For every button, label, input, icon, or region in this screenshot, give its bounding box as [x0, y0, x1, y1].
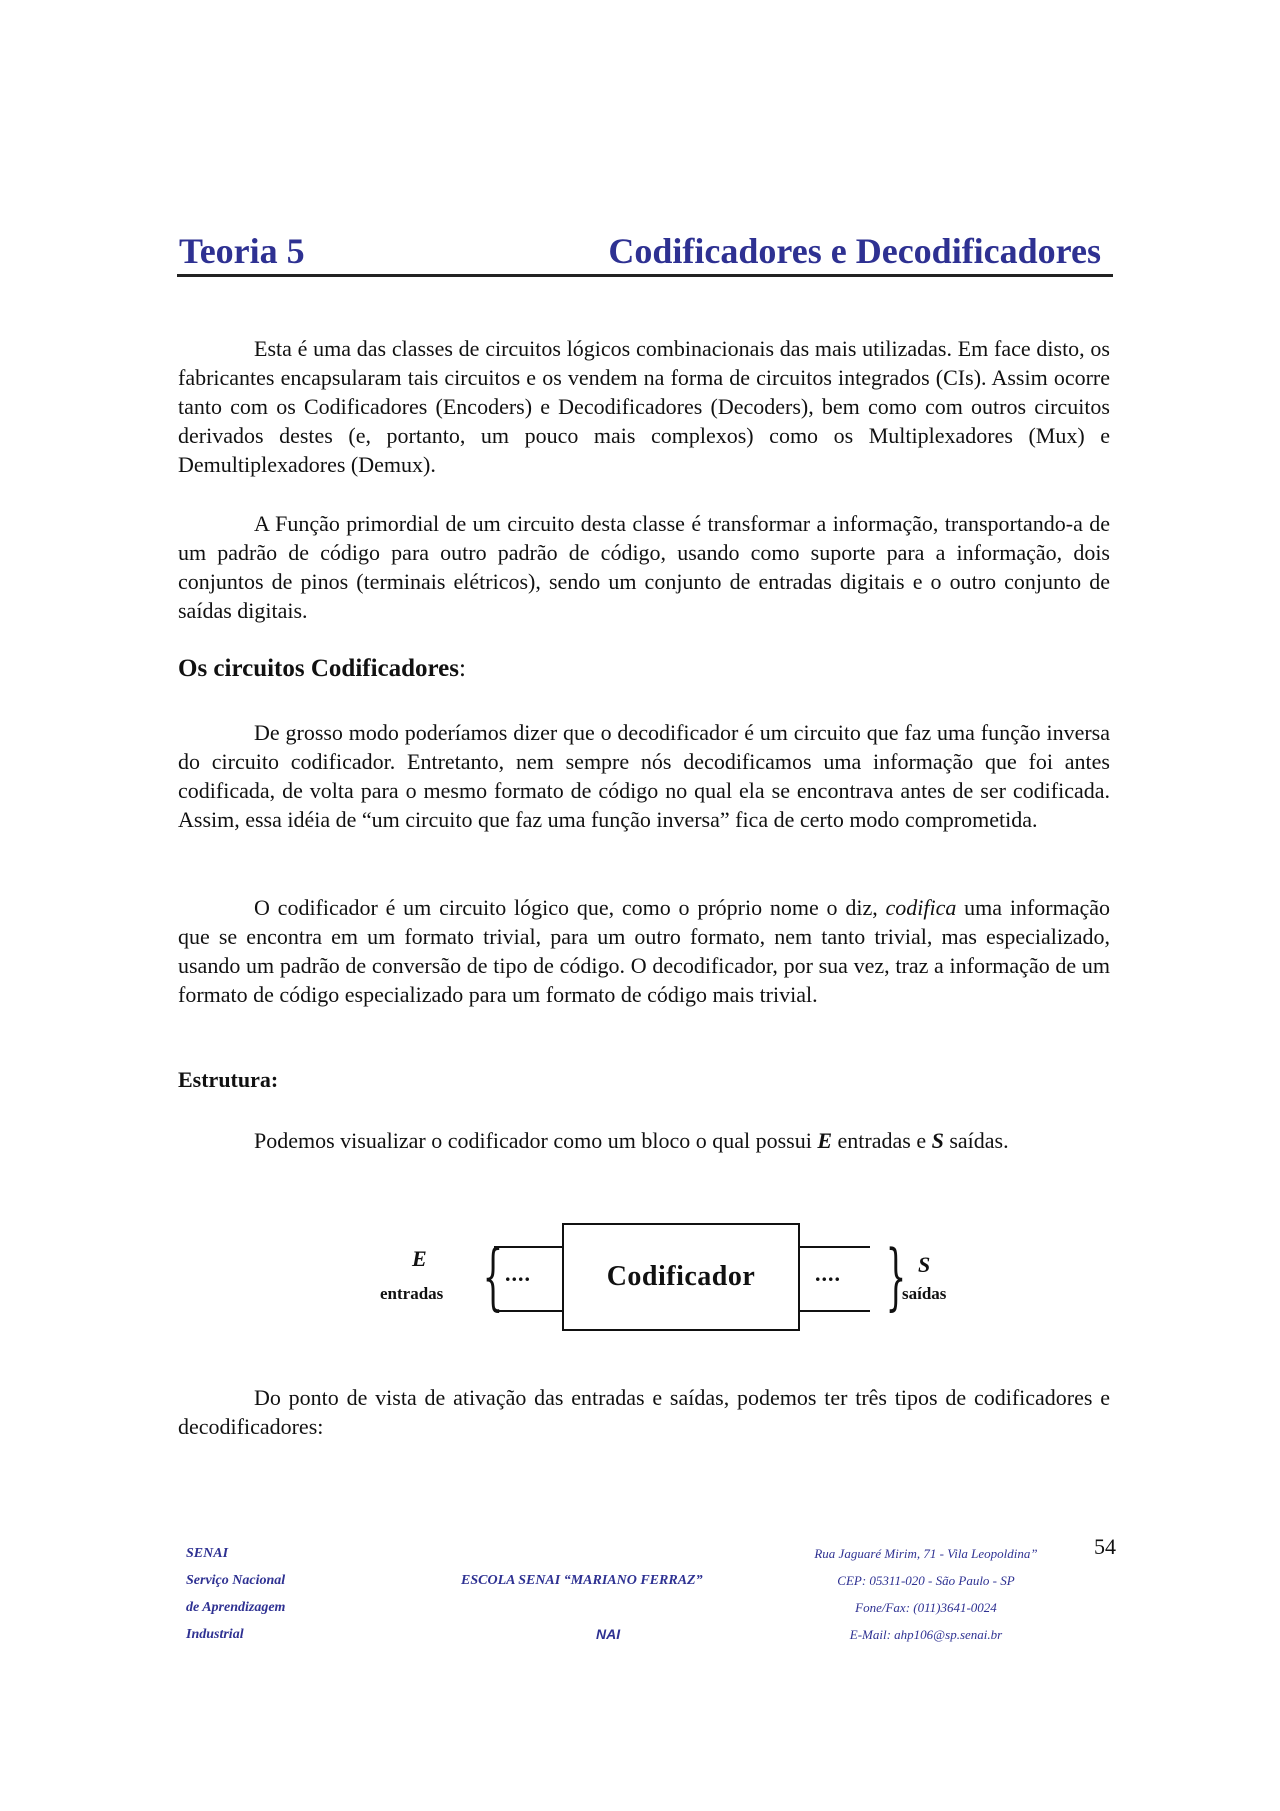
paragraph-intro: Esta é uma das classes de circuitos lógicos combinacionais das mais utilizadas. Em face disto, os fabricantes encapsularam tais circuitos e os vendem na forma de circuitos integrados (CIs). Assim ocorre tanto com os Codificadores (Encoders) e Decodificadores (Decoders), bem como com outros circuitos derivados destes (e, portanto, um pouco mais complexos) como os Multiplexadores (Mux) e Demultiplexadores (Demux).: [178, 336, 1110, 477]
output-dots: ....: [815, 1261, 841, 1286]
footer-phone: Fone/Fax: (011)3641-0024: [855, 1600, 997, 1615]
input-dots: ....: [505, 1261, 531, 1286]
output-letter: S: [918, 1252, 931, 1277]
output-brace: }: [885, 1234, 907, 1318]
footer-line-3: de Aprendizagem: [186, 1600, 286, 1615]
encoder-block-label: Codificador: [606, 1261, 756, 1292]
footer-line-2: Serviço Nacional: [186, 1573, 286, 1588]
input-brace: {: [482, 1234, 504, 1318]
output-line-top: [800, 1246, 870, 1248]
section-title-colon: :: [459, 655, 466, 682]
input-line-bottom: [494, 1310, 562, 1312]
footer-nai: NAI: [596, 1626, 621, 1642]
section-title-text: Os circuitos Codificadores: [178, 655, 460, 682]
output-label: saídas: [902, 1284, 947, 1303]
paragraph-structure: [178, 1126, 1110, 1155]
section-title: [178, 655, 466, 683]
footer-cep: CEP: 05311-020 - São Paulo - SP: [837, 1573, 1015, 1588]
p5-text-a: Podemos visualizar o codificador como um bloco o qual possui: [254, 1128, 818, 1153]
p5-text-b: entradas e: [832, 1128, 932, 1153]
chapter-title: Codificadores e Decodificadores: [608, 231, 1101, 271]
page-header: [177, 228, 1113, 277]
subsection-title: Estrutura:: [178, 1067, 279, 1092]
input-letter: E: [412, 1246, 427, 1271]
input-label: entradas: [380, 1284, 444, 1303]
p5-text-c: saídas.: [943, 1128, 1009, 1153]
paragraph-encoder: [178, 893, 1110, 1009]
footer-line-4: Industrial: [186, 1627, 244, 1642]
p4-text-b: uma informação que se encontra em um formato trivial, para um outro formato, nem tanto trivial, mas especializado, usando um padrão de conversão de tipo de código. O decodificador, por sua vez, traz a informação de um formato de código especializado para um formato de código mais trivial.: [178, 895, 1110, 1007]
p5-E: E: [817, 1128, 833, 1153]
paragraph-function: A Função primordial de um circuito desta classe é transformar a informação, transportando-a de um padrão de código para outro padrão de código, usando como suporte para a informação, dois conjuntos de pinos (terminais elétricos), sendo um conjunto de entradas digitais e o outro conjunto de saídas digitais.: [178, 511, 1110, 623]
page-number: 54: [1094, 1534, 1116, 1559]
footer-email: E-Mail: ahp106@sp.senai.br: [849, 1627, 1003, 1642]
footer-line-1: SENAI: [186, 1546, 229, 1561]
input-line-top: [494, 1246, 562, 1248]
chapter-label: Teoria 5: [179, 231, 305, 271]
paragraph-decoder: De grosso modo poderíamos dizer que o decodificador é um circuito que faz uma função inversa do circuito codificador. Entretanto, nem sempre nós decodificamos uma informação que foi antes codificada, de volta para o mesmo formato de código no qual ela se encontrava antes de ser codificada. Assim, essa idéia de “um circuito que faz uma função inversa” fica de certo modo comprometida.: [178, 720, 1110, 832]
p5-S: S: [931, 1128, 944, 1153]
footer-school: ESCOLA SENAI “MARIANO FERRAZ”: [461, 1573, 703, 1588]
output-line-bottom: [800, 1310, 870, 1312]
paragraph-types: Do ponto de vista de ativação das entradas e saídas, podemos ter três tipos de codificadores e decodificadores:: [178, 1385, 1110, 1439]
p4-italic: codifica: [885, 895, 957, 920]
page-footer: [186, 1534, 1116, 1650]
p4-text-a: O codificador é um circuito lógico que, como o próprio nome o diz,: [254, 895, 886, 920]
encoder-block: [562, 1223, 800, 1331]
encoder-diagram: [370, 1208, 985, 1348]
footer-address: Rua Jaguaré Mirim, 71 - Vila Leopoldina”: [814, 1546, 1038, 1561]
